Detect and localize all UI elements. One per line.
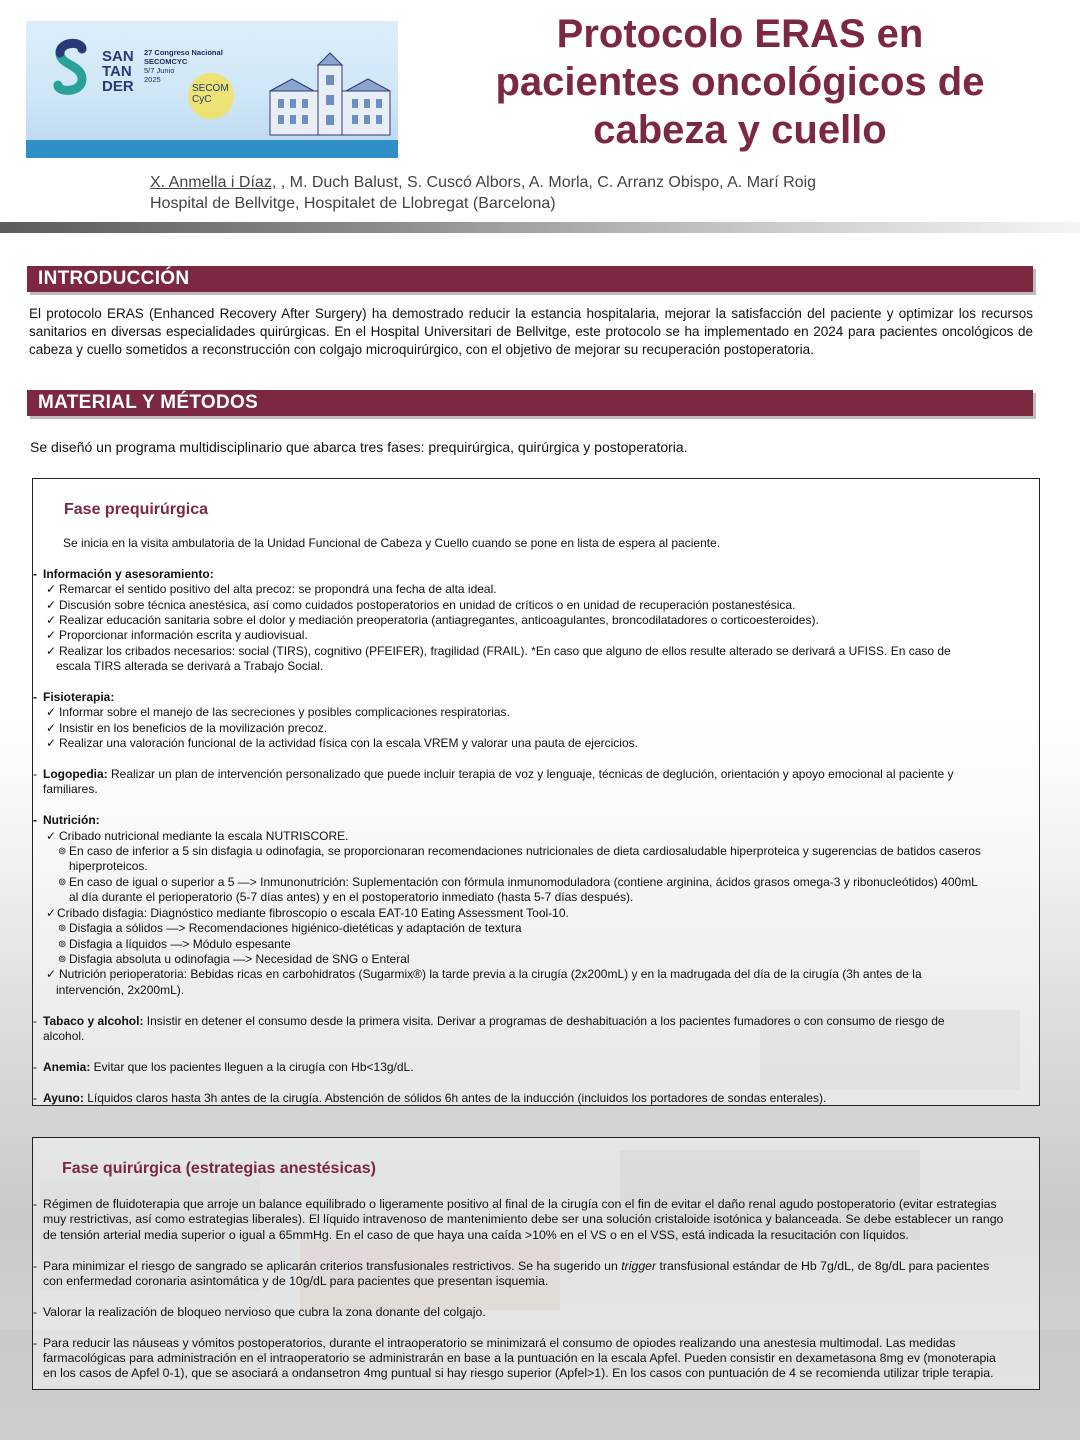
circle-bullet-icon: ⊚: [58, 938, 67, 950]
check-icon: ✓: [46, 643, 57, 658]
anemia-item: - Anemia: Evitar que los pacientes lleguen a la cirugía con Hb<13g/dL.: [33, 1060, 1039, 1075]
fisio-heading: - Fisioterapia:: [33, 690, 1039, 705]
circle-bullet-icon: ⊚: [58, 846, 67, 858]
author-list: [150, 172, 816, 193]
circle-bullet-icon: ⊚: [58, 876, 67, 888]
quirurgica-content: [33, 1197, 1033, 1382]
methods-text: Se diseñó un programa multidisciplinario que abarca tres fases: prequirúrgica, quirúrgica y postoperatoria.: [30, 439, 688, 455]
sub-item: ⊚ Disfagia a líquidos —> Módulo espesante: [58, 936, 291, 951]
quirurgica-item: - Para reducir las náuseas y vómitos postoperatorios, durante el intraoperatorio se minimizará el consumo de opiodes realizando una anestesia multimodal. Las medidas: [33, 1336, 1033, 1351]
quirurgica-item-continuation: en los casos de Apfel 0-1), que se asociará a ondansetron 4mg puntual si hay riesgo superior (Apfel>1). En los casos con puntuación de 4 se recomienda utilizar triple terapia.: [43, 1366, 994, 1381]
methods-heading: MATERIAL Y MÉTODOS: [27, 390, 1033, 416]
check-icon: ✓: [46, 613, 57, 628]
quirurgica-title: Fase quirúrgica (estrategias anestésicas): [62, 1160, 376, 1177]
intro-heading: INTRODUCCIÓN: [27, 266, 1033, 292]
check-icon: ✓: [46, 828, 57, 843]
tabaco-continuation: alcohol.: [43, 1028, 85, 1043]
sub-item: ⊚ Disfagia a sólidos —> Recomendaciones higiénico-dietéticas y adaptación de textura: [58, 921, 522, 936]
intro-text: El protocolo ERAS (Enhanced Recovery After Surgery) ha demostrado reducir la estancia hospitalaria, mejorar la satisfacción del paciente y optimizar los recursos sanitarios en diversas especialidades quirúrgicas. En el Hospital Universitari de Bellvitge, este protocolo se ha implementado en 2024 para pacientes oncológicos de cabeza y cuello sometidos a reconstrucción con colgajo microquirúrgico, con el objetivo de mejorar su recuperación postoperatoria.: [29, 306, 1033, 357]
check-icon: ✓: [46, 582, 57, 597]
poster-title: Protocolo ERAS en pacientes oncológicos de cabeza y cuello: [495, 12, 985, 152]
logopedia-item: - Logopedia: Realizar un plan de intervención personalizado que puede incluir terapia de voz y lenguaje, técnicas de deglución, orientación y apoyo emocional al paciente y: [33, 767, 1039, 782]
sub-item: ⊚ Disfagia absoluta u odinofagia —> Necesidad de SNG o Enteral: [58, 951, 410, 966]
quirurgica-box: [32, 1137, 1040, 1390]
check-icon: ✓: [46, 905, 57, 920]
prequirurgica-box: [32, 478, 1040, 1106]
banner-congress-text: 27 Congreso Nacional SECOMCYC 5/7 Junio 2025: [144, 48, 223, 84]
other-authors: , M. Duch Balust, S. Cuscó Albors, A. Morla, C. Arranz Obispo, A. Marí Roig: [276, 174, 817, 191]
circle-bullet-icon: ⊚: [58, 923, 67, 935]
palace-illustration-icon: [262, 51, 398, 143]
info-heading: - Información y asesoramiento:: [33, 567, 1039, 582]
quirurgica-item-continuation: de tensión arterial media superior o igual a 65mmHg. En el caso de que haya una caída >10% en el VS o en el VSS, está indicada la resucitación con líquidos.: [43, 1227, 909, 1242]
quirurgica-item-continuation: muy restrictivas, así como estrategias liberales). El líquido intravenoso de mantenimiento debe ser una solución cristaloide isotónica y balanceada. Se debe establecer un rango: [43, 1212, 1004, 1227]
quirurgica-item-continuation: con enfermedad coronaria asintomática y de 10g/dL para pacientes que presentan isquemia.: [43, 1274, 549, 1289]
list-item-continuation: intervención, 2x200mL).: [56, 982, 185, 997]
check-icon: ✓: [46, 705, 57, 720]
quirurgica-item: - Valorar la realización de bloqueo nervioso que cubra la zona donante del colgajo.: [33, 1305, 1033, 1320]
affiliation: Hospital de Bellvitge, Hospitalet de Llobregat (Barcelona): [150, 195, 556, 212]
check-icon: ✓: [46, 628, 57, 643]
prequirurgica-intro: Se inicia en la visita ambulatoria de la Unidad Funcional de Cabeza y Cuello cuando se pone en lista de espera al paciente.: [63, 536, 721, 550]
list-item: ✓ Realizar los cribados necesarios: social (TIRS), cognitivo (PFEIFER), fragilidad (FRAIL). *En caso que alguno de ellos resulte alterado se derivará a UFISS. En caso de: [46, 643, 951, 658]
sub-item: ⊚ En caso de inferior a 5 sin disfagia u odinofagia, se proporcionaran recomendaciones nutricionales de dieta cardiosaludable hiperproteica y sugerencias de batidos caseros: [58, 844, 981, 859]
list-item: ✓ Insistir en los beneficios de la movilización precoz.: [46, 720, 328, 735]
banner-strip: [26, 140, 398, 158]
list-item: ✓ Realizar una valoración funcional de la actividad física con la escala VREM y valorar una pauta de ejercicios.: [46, 736, 638, 751]
quirurgica-item: - Para minimizar el riesgo de sangrado se aplicarán criterios transfusionales restrictivos. Se ha sugerido un trigger transfusional estándar de Hb 7g/dL, de 8g/dL para pacientes: [33, 1259, 1033, 1274]
circle-bullet-icon: ⊚: [58, 953, 67, 965]
congress-logo-icon: [48, 37, 94, 101]
prequirurgica-content: [33, 536, 1039, 1106]
logopedia-continuation: familiares.: [43, 782, 98, 797]
prequirurgica-title: Fase prequirúrgica: [64, 501, 209, 518]
check-icon: ✓: [46, 597, 57, 612]
nutricion-heading: - Nutrición:: [33, 813, 1039, 828]
list-item: ✓ Cribado nutricional mediante la escala NUTRISCORE.: [46, 828, 349, 843]
list-item: ✓ Proporcionar información escrita y audiovisual.: [46, 628, 308, 643]
banner-city: SAN TAN DER: [102, 48, 134, 95]
sub-item-continuation: al día durante el perioperatorio (5-7 días antes) y en el postoperatorio inmediato (hasta 5-7 días después).: [69, 890, 634, 905]
authors-block: [150, 172, 816, 214]
ayuno-item: - Ayuno: Líquidos claros hasta 3h antes de la cirugía. Abstención de sólidos 6h antes de la inducción (incluidos los portadores de sondas enterales).: [33, 1091, 1039, 1106]
list-item: ✓ Remarcar el sentido positivo del alta precoz: se propondrá una fecha de alta ideal.: [46, 582, 497, 597]
list-item: ✓ Informar sobre el manejo de las secreciones y posibles complicaciones respiratorias.: [46, 705, 510, 720]
check-icon: ✓: [46, 967, 57, 982]
check-icon: ✓: [46, 736, 57, 751]
first-author: X. Anmella i Díaz,: [150, 174, 277, 191]
quirurgica-item-continuation: farmacológicas para administración en el intraoperatorio se administrarán en base a la puntuación en la escala Apfel. Pueden consistir en dexametasona 8mg ev (monoterapia: [43, 1351, 996, 1366]
list-item: ✓ Discusión sobre técnica anestésica, así como cuidados postoperatorios en unidad de críticos o en unidad de recuperación postanestésica.: [46, 597, 796, 612]
header-divider: [0, 222, 1080, 233]
sub-item: ⊚ En caso de igual o superior a 5 —> Inmunonutrición: Suplementación con fórmula inmunomoduladora (contiene arginina, ácidos grasos omega-3 y ribonucleótidos) 400mL: [58, 874, 978, 889]
quirurgica-item: - Régimen de fluidoterapia que arroje un balance equilibrado o ligeramente positivo al final de la cirugía con el fin de evitar el daño renal agudo postoperatorio (evitar estrategias: [33, 1197, 1033, 1212]
sub-item-continuation: hiperproteicos.: [69, 859, 148, 874]
tabaco-item: - Tabaco y alcohol: Insistir en detener el consumo desde la primera visita. Derivar a programas de deshabituación a los pacientes fumadores o con consumo de riesgo de: [33, 1014, 1039, 1029]
society-logo-text: SECOM CyC: [192, 83, 229, 105]
list-item-continuation: escala TIRS alterada se derivará a Trabajo Social.: [56, 659, 324, 674]
check-icon: ✓: [46, 720, 57, 735]
list-item: ✓ Nutrición perioperatoria: Bebidas ricas en carbohidratos (Sugarmix®) la tarde previa a la cirugía (2x200mL) y en la madrugada del día de la cirugía (3h antes de la: [46, 967, 922, 982]
congress-banner: [26, 21, 398, 158]
list-item: ✓ Realizar educación sanitaria sobre el dolor y mediación preoperatoria (antiagregantes, anticoagulantes, broncodilatadores o corticoesteroides).: [46, 613, 819, 628]
list-item: ✓ Cribado disfagia: Diagnóstico mediante fibroscopio o escala EAT-10 Eating Assessment Tool-10.: [46, 905, 569, 920]
